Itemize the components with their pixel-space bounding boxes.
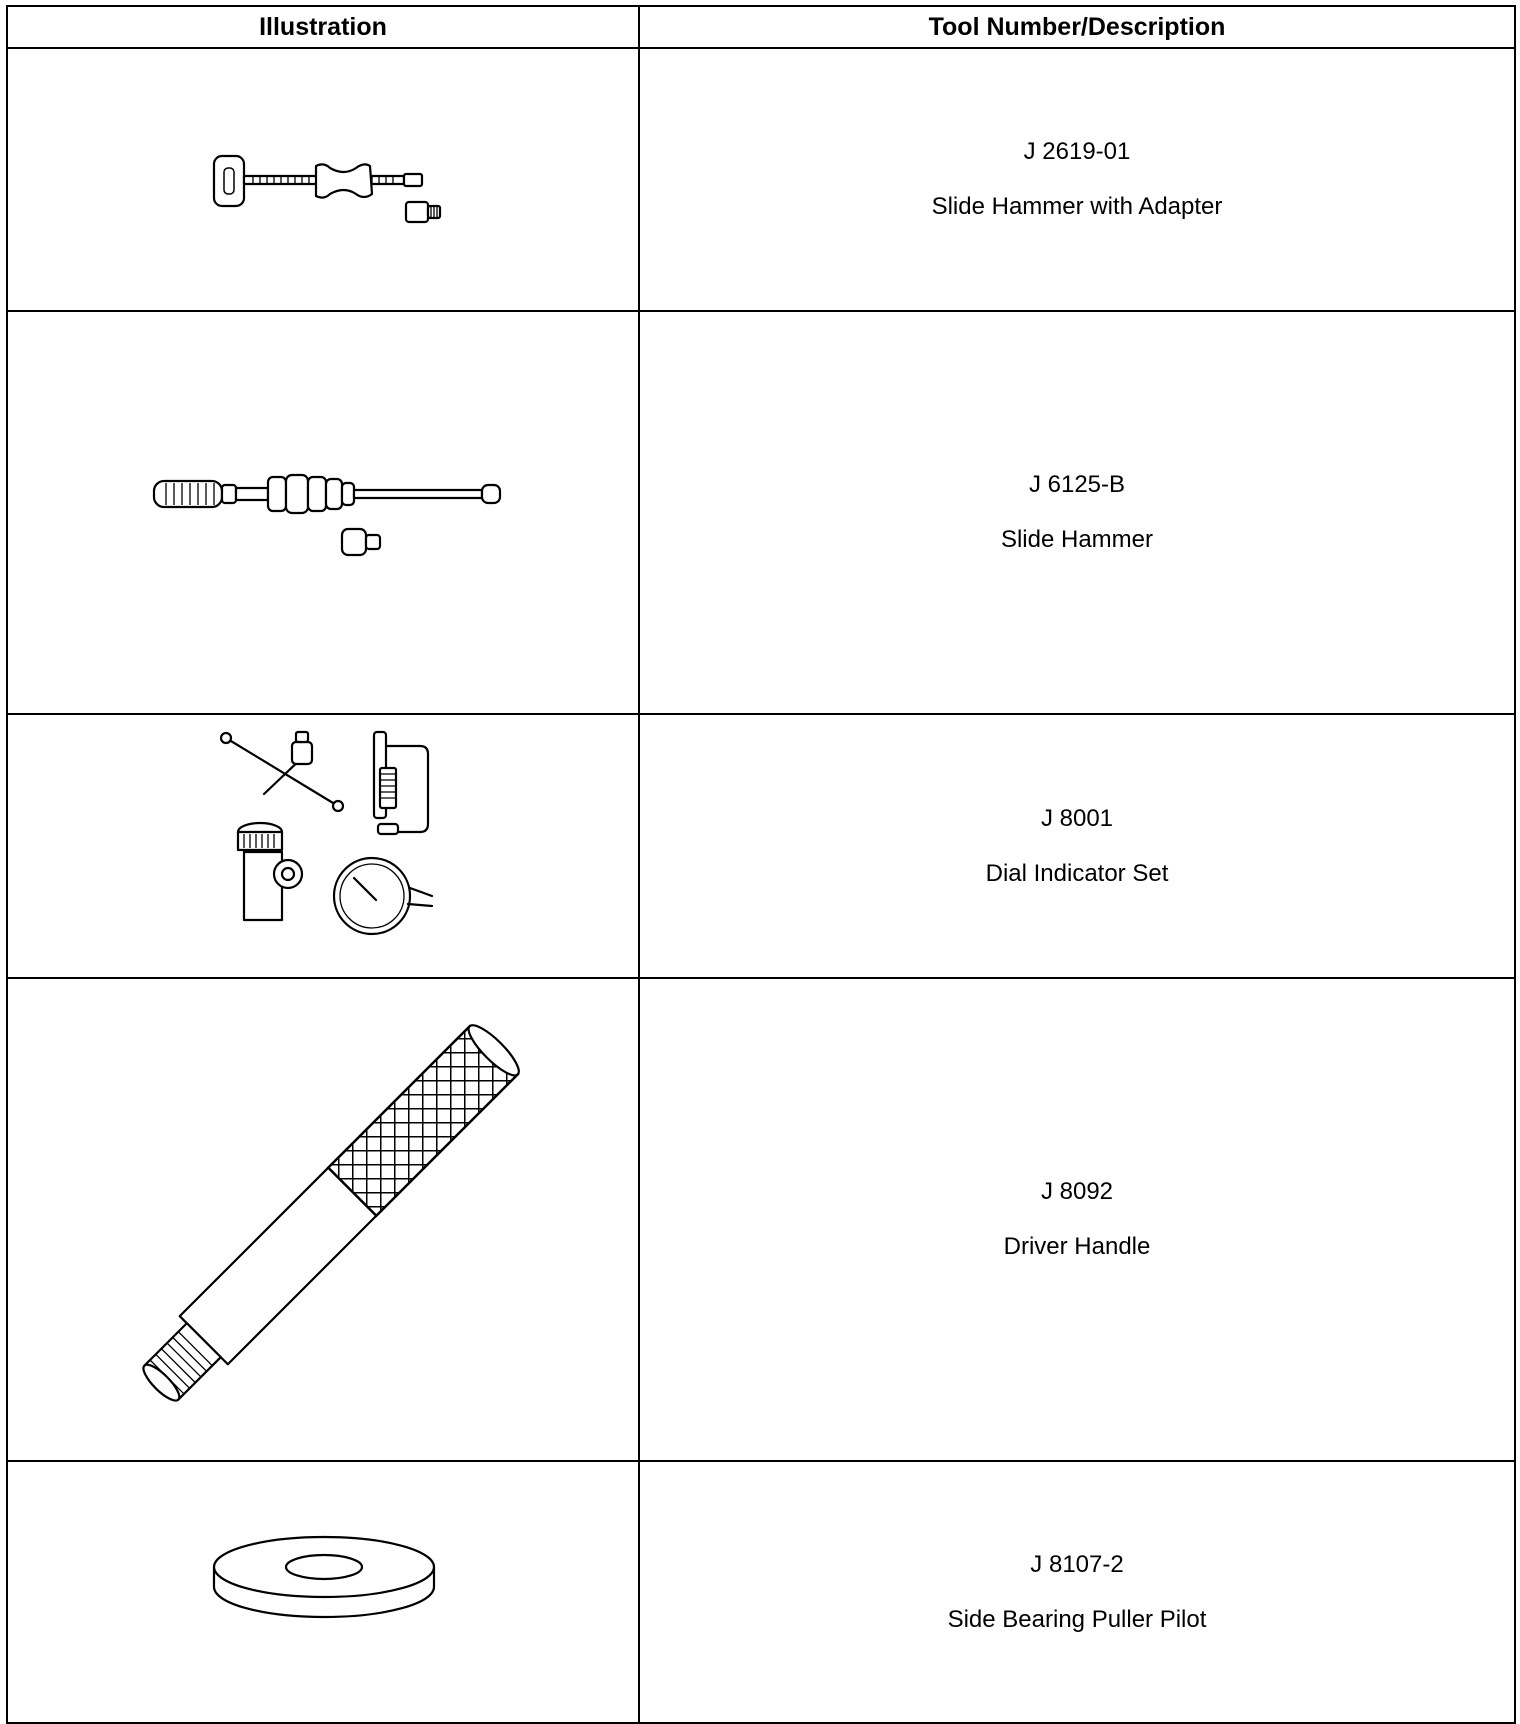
tool-description: Slide Hammer (1000, 526, 1154, 553)
tool-description: Slide Hammer with Adapter (931, 193, 1223, 220)
table-row (7, 978, 1515, 1461)
illustration-cell (7, 311, 639, 714)
tool-info-cell (639, 714, 1515, 978)
tool-description: Dial Indicator Set (985, 859, 1169, 887)
tool-info-cell (639, 1461, 1515, 1723)
table-row (7, 714, 1515, 978)
side-bearing-puller-pilot-icon (8, 1463, 640, 1721)
tool-info-cell (639, 311, 1515, 714)
tool-number: J 6125-B (1028, 471, 1126, 498)
slide-hammer-with-adapter-icon (8, 50, 640, 309)
illustration-cell (7, 978, 639, 1461)
tool-number: J 8092 (1040, 1178, 1114, 1205)
tool-description: Side Bearing Puller Pilot (947, 1605, 1207, 1633)
tool-number: J 8107-2 (1030, 1550, 1124, 1578)
tool-info-cell (639, 978, 1515, 1461)
tool-table (6, 5, 1516, 1724)
column-header-tool-description: Tool Number/Description (639, 6, 1515, 48)
table-row (7, 1461, 1515, 1723)
column-header-illustration: Illustration (7, 6, 639, 48)
driver-handle-icon (8, 980, 640, 1459)
illustration-cell (7, 1461, 639, 1723)
illustration-cell (7, 48, 639, 311)
table-row (7, 311, 1515, 714)
table-header-row (7, 6, 1515, 48)
tool-info-cell (639, 48, 1515, 311)
tool-number: J 2619-01 (1023, 138, 1131, 165)
table-row (7, 48, 1515, 311)
dial-indicator-set-icon (8, 716, 640, 976)
slide-hammer-icon (8, 313, 640, 712)
tool-number: J 8001 (1040, 804, 1114, 832)
illustration-cell (7, 714, 639, 978)
tool-description: Driver Handle (1003, 1233, 1151, 1260)
